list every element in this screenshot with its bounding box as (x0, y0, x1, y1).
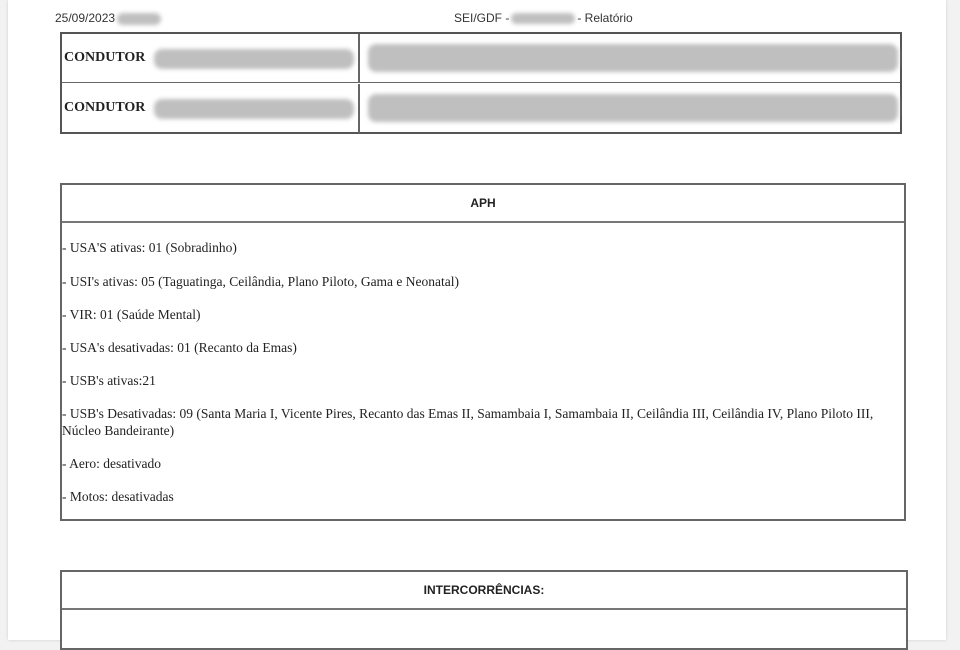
aph-item: - Aero: desativado (62, 456, 161, 471)
condutor-label-cell (62, 84, 360, 133)
header-system-prefix: SEI/GDF - (454, 11, 510, 25)
header-date-text: 25/09/2023 (55, 11, 116, 25)
condutor-label: CONDUTOR (64, 50, 146, 65)
aph-item: - Motos: desativadas (62, 489, 174, 504)
redacted-condutor-info (368, 44, 898, 72)
condutor-row (62, 34, 900, 83)
aph-section (60, 183, 906, 521)
aph-item: - USA's desativadas: 01 (Recanto da Emas) (62, 340, 297, 355)
condutor-label: CONDUTOR (64, 100, 146, 115)
aph-title: APH (62, 185, 904, 223)
redacted-condutor-info (368, 94, 898, 122)
intercorrencias-section (60, 570, 908, 650)
aph-item: - VIR: 01 (Saúde Mental) (62, 307, 201, 322)
condutor-label-cell (62, 34, 360, 82)
header-doc-type: - Relatório (577, 11, 633, 25)
aph-item: - USI's ativas: 05 (Taguatinga, Ceilândia, Plano Piloto, Gama e Neonatal) (62, 274, 460, 289)
redacted-condutor-name (154, 99, 354, 119)
header-date (55, 11, 161, 25)
condutor-table (60, 32, 902, 134)
aph-item: - USB's ativas:21 (62, 373, 156, 388)
condutor-row (62, 84, 900, 133)
redacted-time (117, 13, 161, 25)
redacted-document-number (511, 13, 575, 24)
header-document-id (454, 11, 633, 25)
intercorrencias-title: INTERCORRÊNCIAS: (62, 572, 906, 610)
aph-item: - USB's Desativadas: 09 (Santa Maria I, Vicente Pires, Recanto das Emas II, Samambaia I, Samambaia II, Ceilândia III, Ceilândia IV, Plano Piloto III, Núcleo Bandeirante) (62, 406, 874, 438)
redacted-condutor-name (154, 49, 354, 69)
document-page (8, 0, 946, 640)
aph-item: - USA'S ativas: 01 (Sobradinho) (62, 240, 237, 255)
